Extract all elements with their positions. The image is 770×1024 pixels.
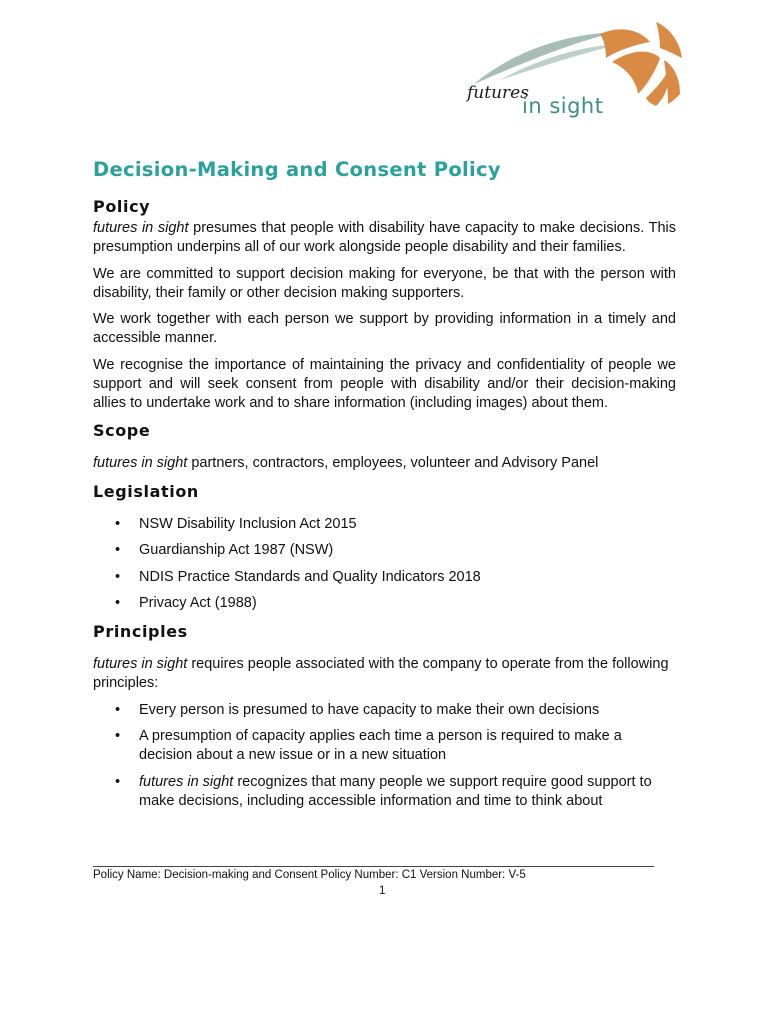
logo-word-in-sight: in sight [522,94,604,118]
bullet-icon: • [115,773,121,790]
principle-item-text: recognizes that many people we support require good support to make decisions, including accessible information and time to think about [139,773,652,809]
footer-divider [93,866,654,867]
org-name-italic: futures in sight [93,454,188,471]
policy-paragraph-3: We work together with each person we support by providing information in a timely and accessible manner. [93,311,676,347]
policy-section [93,197,676,414]
logo-orange-petal-2 [612,52,660,94]
bullet-icon: • [115,542,121,559]
logo-teal-swoosh [474,32,618,84]
bullet-icon: • [115,515,121,532]
logo-word-futures: futures [467,83,529,103]
policy-paragraph-2: We are committed to support decision making for everyone, be that with the person with disability, their family or other decision making supporters. [93,265,676,301]
principles-intro-text: requires people associated with the company to operate from the following principles: [93,656,669,692]
legislation-item-text: NSW Disability Inclusion Act 2015 [139,515,357,532]
list-item [93,568,676,587]
legislation-item-text: Privacy Act (1988) [139,594,257,611]
document-body [93,158,676,818]
bullet-icon: • [115,568,121,585]
legislation-list [93,515,676,613]
legislation-section [93,482,676,613]
principles-section [93,622,676,811]
legislation-heading: Legislation [93,481,199,501]
list-item [93,727,676,766]
scope-paragraph-text: partners, contractors, employees, volunteer and Advisory Panel [187,454,599,471]
principles-intro [93,655,676,694]
policy-paragraph-1 [93,219,676,258]
list-item [93,773,676,812]
list-item [93,541,676,560]
org-name-italic: futures in sight [93,220,189,236]
bullet-icon: • [115,701,121,718]
scope-section [93,421,676,473]
principle-item-text: A presumption of capacity applies each time a person is required to make a decision about a new issue or in a new situation [139,728,622,764]
logo-orange-petal-3 [656,22,682,58]
scope-paragraph [93,454,676,473]
list-item [93,594,676,613]
scope-heading: Scope [93,420,151,440]
org-name-italic: futures in sight [139,773,234,790]
policy-paragraph-1-text: presumes that people with disability have capacity to make decisions. This presumption underpins all of our work alongside people disability and their families. [93,220,676,256]
policy-paragraph-4: We recognise the importance of maintaining the privacy and confidentiality of people we support and will seek consent from people with disability and/or their decision-making allies to undertake work and to share information (including images) about them. [93,356,676,412]
page-number: 1 [379,885,386,897]
footer-policy-info: Policy Name: Decision-making and Consent Policy Number: C1 Version Number: V-5 [93,869,526,881]
list-item [93,701,676,720]
principles-list [93,701,676,811]
principles-heading: Principles [93,622,188,642]
principle-item-text: Every person is presumed to have capacity to make their own decisions [139,701,600,718]
futures-in-sight-logo [460,14,685,122]
org-name-italic: futures in sight [93,656,188,673]
list-item [93,515,676,534]
legislation-item-text: NDIS Practice Standards and Quality Indicators 2018 [139,568,481,585]
legislation-item-text: Guardianship Act 1987 (NSW) [139,542,334,559]
bullet-icon: • [115,728,121,745]
document-title: Decision-Making and Consent Policy [93,158,501,181]
bullet-icon: • [115,594,121,611]
policy-heading: Policy [93,197,151,216]
